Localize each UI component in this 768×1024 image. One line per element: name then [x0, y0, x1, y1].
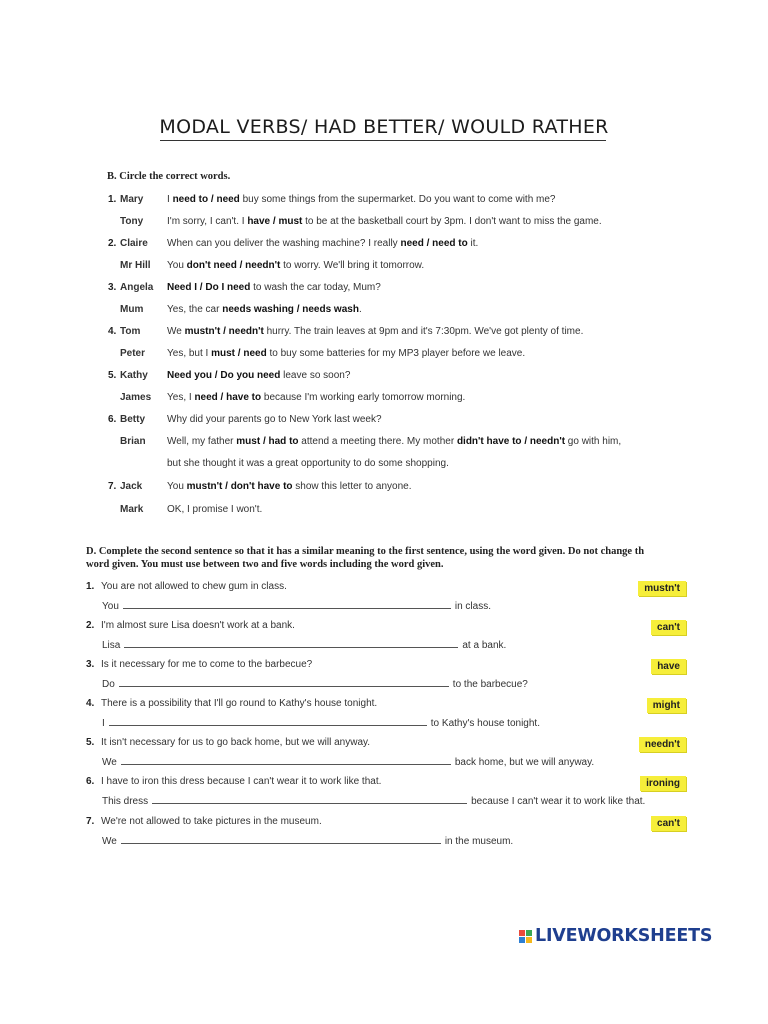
dialogue-row	[0, 435, 768, 449]
dialogue-text: I'm sorry, I can't. I have / must to be at the basketball court by 3pm. I don't want to miss the game.	[167, 216, 602, 227]
answer-blank[interactable]	[119, 676, 449, 687]
answer-blank[interactable]	[109, 715, 427, 726]
answer-blank[interactable]	[124, 637, 458, 648]
exercise-question	[86, 775, 381, 789]
keyword-sticker: ironing	[640, 776, 686, 791]
question-text: It isn't necessary for us to go back home, but we will anyway.	[101, 737, 371, 748]
answer-start: You	[102, 601, 119, 612]
dialogue-row	[0, 391, 768, 405]
question-text: There is a possibility that I'll go round to Kathy's house tonight.	[101, 698, 378, 709]
dialogue-text: Well, my father must / had to attend a meeting there. My mother didn't have to / needn't go with him,	[167, 436, 622, 447]
logo-grid-icon	[519, 930, 532, 943]
answer-start: We	[102, 836, 117, 847]
section-d-instructions-line1: D. Complete the second sentence so that it has a similar meaning to the first sentence, using the word given. Do not change th	[86, 546, 645, 557]
logo-square-1	[519, 930, 525, 936]
item-number: 1.	[108, 194, 117, 205]
speaker-name: James	[120, 392, 152, 403]
answer-blank[interactable]	[123, 598, 451, 609]
title-underline	[160, 140, 606, 141]
answer-end: because I can't wear it to work like that.	[471, 796, 646, 807]
exercise-question	[86, 697, 377, 711]
exercise-question	[86, 736, 370, 750]
exercise-question	[86, 658, 312, 672]
question-text: I'm almost sure Lisa doesn't work at a bank.	[101, 620, 295, 631]
dialogue-row	[0, 325, 768, 339]
answer-line	[102, 833, 513, 849]
dialogue-text: Yes, I need / have to because I'm working early tomorrow morning.	[167, 392, 466, 403]
speaker-name: Tony	[120, 216, 144, 227]
dialogue-row	[0, 503, 768, 517]
answer-line	[102, 754, 594, 770]
dialogue-row	[0, 480, 768, 494]
dialogue-row	[0, 237, 768, 251]
keyword-sticker: have	[651, 659, 686, 674]
dialogue-row	[0, 369, 768, 383]
question-text: You are not allowed to chew gum in class.	[101, 581, 287, 592]
speaker-name: Brian	[120, 436, 146, 447]
answer-blank[interactable]	[121, 833, 441, 844]
keyword-sticker: mustn't	[638, 581, 686, 596]
speaker-name: Mum	[120, 304, 144, 315]
item-number: 2.	[108, 238, 117, 249]
page-title: MODAL VERBS/ HAD BETTER/ WOULD RATHER	[159, 116, 609, 138]
question-number: 5.	[86, 737, 95, 748]
item-number: 5.	[108, 370, 117, 381]
keyword-sticker: can't	[651, 620, 686, 635]
section-b-heading: B. Circle the correct words.	[107, 171, 231, 182]
answer-line	[102, 793, 645, 809]
answer-end: back home, but we will anyway.	[454, 757, 595, 768]
speaker-name: Tom	[120, 326, 141, 337]
section-d-instructions-line2: word given. You must use between two and five words including the word given.	[86, 559, 444, 570]
answer-line	[102, 637, 506, 653]
keyword-sticker: might	[647, 698, 686, 713]
dialogue-row	[0, 413, 768, 427]
dialogue-text: but she thought it was a great opportunity to do some shopping.	[167, 458, 449, 469]
dialogue-row	[0, 281, 768, 295]
dialogue-text: Why did your parents go to New York last week?	[167, 414, 382, 425]
question-number: 7.	[86, 816, 95, 827]
answer-blank[interactable]	[152, 793, 467, 804]
item-number: 3.	[108, 282, 117, 293]
exercise-question	[86, 619, 295, 633]
speaker-name: Betty	[120, 414, 146, 425]
question-text: Is it necessary for me to come to the barbecue?	[101, 659, 313, 670]
answer-blank[interactable]	[121, 754, 451, 765]
dialogue-text: We mustn't / needn't hurry. The train leaves at 9pm and it's 7:30pm. We've got plenty of time.	[167, 326, 584, 337]
answer-start: We	[102, 757, 117, 768]
dialogue-row	[0, 215, 768, 229]
speaker-name: Mary	[120, 194, 144, 205]
dialogue-text: You mustn't / don't have to show this letter to anyone.	[167, 481, 412, 492]
speaker-name: Angela	[120, 282, 154, 293]
answer-end: to the barbecue?	[452, 679, 528, 690]
answer-start: Lisa	[102, 640, 121, 651]
question-number: 1.	[86, 581, 95, 592]
answer-start: Do	[102, 679, 115, 690]
logo-text: LIVEWORKSHEETS	[535, 926, 713, 946]
speaker-name: Mr Hill	[120, 260, 151, 271]
answer-end: at a bank.	[462, 640, 507, 651]
answer-end: in the museum.	[444, 836, 514, 847]
item-number: 7.	[108, 481, 117, 492]
dialogue-row	[0, 303, 768, 317]
speaker-name: Mark	[120, 504, 144, 515]
question-text: I have to iron this dress because I can't wear it to work like that.	[101, 776, 382, 787]
logo-square-3	[519, 937, 525, 943]
item-number: 6.	[108, 414, 117, 425]
dialogue-text: Need you / Do you need leave so soon?	[167, 370, 351, 381]
dialogue-text: I need to / need buy some things from the supermarket. Do you want to come with me?	[167, 194, 556, 205]
dialogue-text: Need I / Do I need to wash the car today, Mum?	[167, 282, 381, 293]
dialogue-row	[0, 259, 768, 273]
answer-start: This dress	[102, 796, 149, 807]
dialogue-row	[0, 193, 768, 207]
exercise-question	[86, 815, 322, 829]
speaker-name: Claire	[120, 238, 148, 249]
dialogue-text: Yes, but I must / need to buy some batteries for my MP3 player before we leave.	[167, 348, 526, 359]
answer-line	[102, 598, 491, 614]
item-number: 4.	[108, 326, 117, 337]
question-number: 3.	[86, 659, 95, 670]
dialogue-row	[0, 457, 768, 471]
question-number: 2.	[86, 620, 95, 631]
dialogue-text: Yes, the car needs washing / needs wash.	[167, 304, 362, 315]
answer-line	[102, 715, 540, 731]
question-text: We're not allowed to take pictures in the museum.	[101, 816, 322, 827]
logo-square-4	[526, 937, 532, 943]
dialogue-text: You don't need / needn't to worry. We'll bring it tomorrow.	[167, 260, 425, 271]
question-number: 4.	[86, 698, 95, 709]
logo-square-2	[526, 930, 532, 936]
answer-line	[102, 676, 528, 692]
speaker-name: Kathy	[120, 370, 148, 381]
keyword-sticker: needn't	[639, 737, 686, 752]
dialogue-text: OK, I promise I won't.	[167, 504, 263, 515]
keyword-sticker: can't	[651, 816, 686, 831]
dialogue-text: When can you deliver the washing machine? I really need / need to it.	[167, 238, 479, 249]
liveworksheets-logo	[519, 926, 712, 946]
speaker-name: Peter	[120, 348, 146, 359]
answer-end: to Kathy's house tonight.	[430, 718, 540, 729]
answer-start: I	[102, 718, 105, 729]
speaker-name: Jack	[120, 481, 143, 492]
question-number: 6.	[86, 776, 95, 787]
dialogue-row	[0, 347, 768, 361]
answer-end: in class.	[454, 601, 491, 612]
exercise-question	[86, 580, 287, 594]
